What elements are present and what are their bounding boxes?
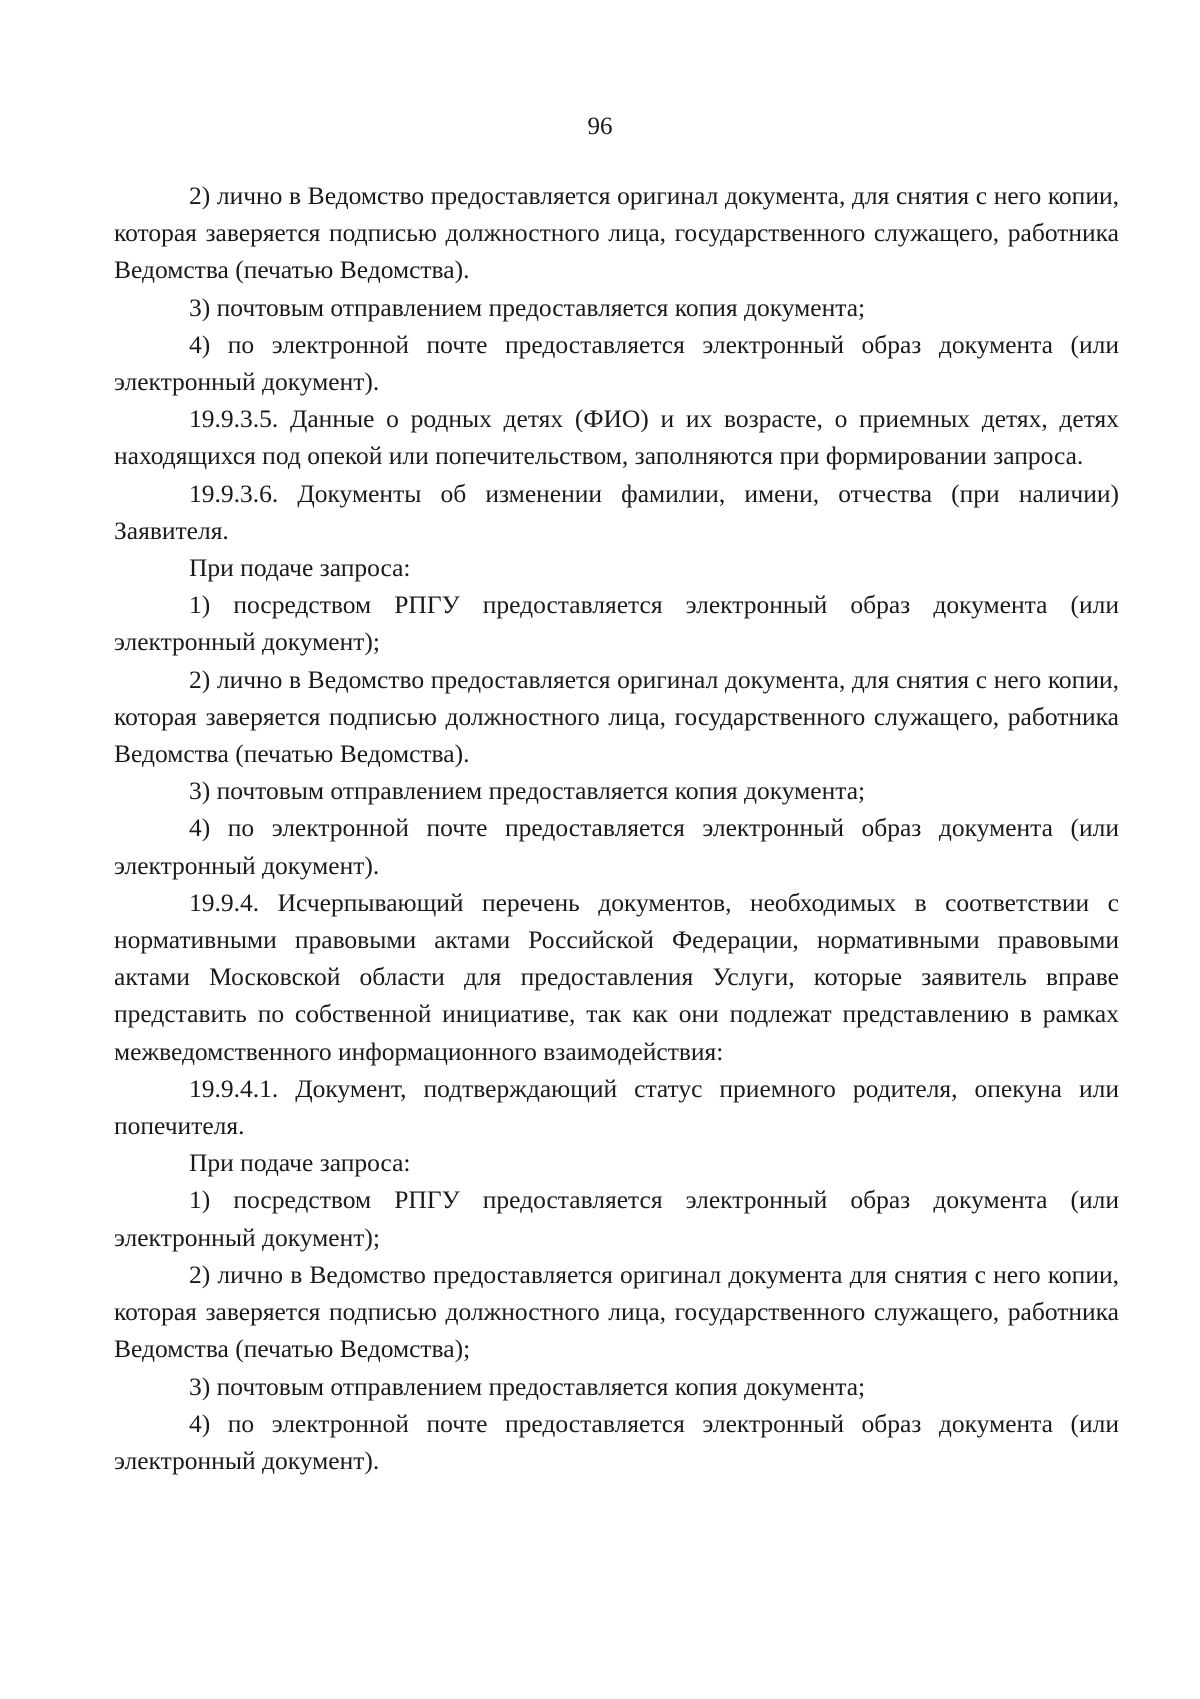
paragraph: 4) по электронной почте предоставляется электронный образ документа (или электронный документ).	[114, 813, 1119, 880]
paragraph: 19.9.3.6. Документы об изменении фамилии, имени, отчества (при наличии) Заявителя.	[114, 478, 1119, 545]
paragraph: 19.9.4. Исчерпывающий перечень документов, необходимых в соответствии с нормативными правовыми актами Российской Федерации, нормативными правовыми актами Московской области для предоставления Услуги, которые заявитель вправе представить по собственной инициативе, так как они подлежат представлению в рамках межведомственного информационного взаимодействия:	[114, 887, 1119, 1066]
page-number: 96	[587, 113, 613, 140]
paragraph: 3) почтовым отправлением предоставляется копия документа;	[189, 292, 866, 322]
paragraph: 19.9.4.1. Документ, подтверждающий статус приемного родителя, опекуна или попечителя.	[114, 1073, 1119, 1141]
paragraph: 2) лично в Ведомство предоставляется оригинал документа, для снятия с него копии, которая заверяется подписью должностного лица, государственного служащего, работника Ведомства (печатью Ведомства).	[114, 181, 1119, 285]
paragraph: При подаче запроса:	[189, 1148, 411, 1178]
paragraph: При подаче запроса:	[189, 553, 411, 583]
paragraph: 4) по электронной почте предоставляется электронный образ документа (или электронный документ).	[114, 329, 1119, 397]
paragraph: 1) посредством РПГУ предоставляется электронный образ документа (или электронный документ);	[114, 590, 1119, 657]
paragraph: 2) лично в Ведомство предоставляется оригинал документа, для снятия с него копии, которая заверяется подписью должностного лица, государственного служащего, работника Ведомства (печатью Ведомства).	[114, 664, 1119, 769]
paragraph: 3) почтовым отправлением предоставляется копия документа;	[189, 776, 866, 806]
paragraph: 2) лично в Ведомство предоставляется оригинал документа для снятия с него копии, которая заверяется подписью должностного лица, государственного служащего, работника Ведомства (печатью Ведомства);	[114, 1259, 1119, 1364]
paragraph: 3) почтовым отправлением предоставляется копия документа;	[189, 1371, 866, 1401]
paragraph: 4) по электронной почте предоставляется электронный образ документа (или электронный документ).	[114, 1408, 1119, 1475]
paragraph: 19.9.3.5. Данные о родных детях (ФИО) и их возрасте, о приемных детях, детях находящихся под опекой или попечительством, заполняются при формировании запроса.	[114, 404, 1119, 471]
paragraph: 1) посредством РПГУ предоставляется электронный образ документа (или электронный документ);	[114, 1185, 1119, 1252]
document-body	[114, 177, 1119, 1479]
